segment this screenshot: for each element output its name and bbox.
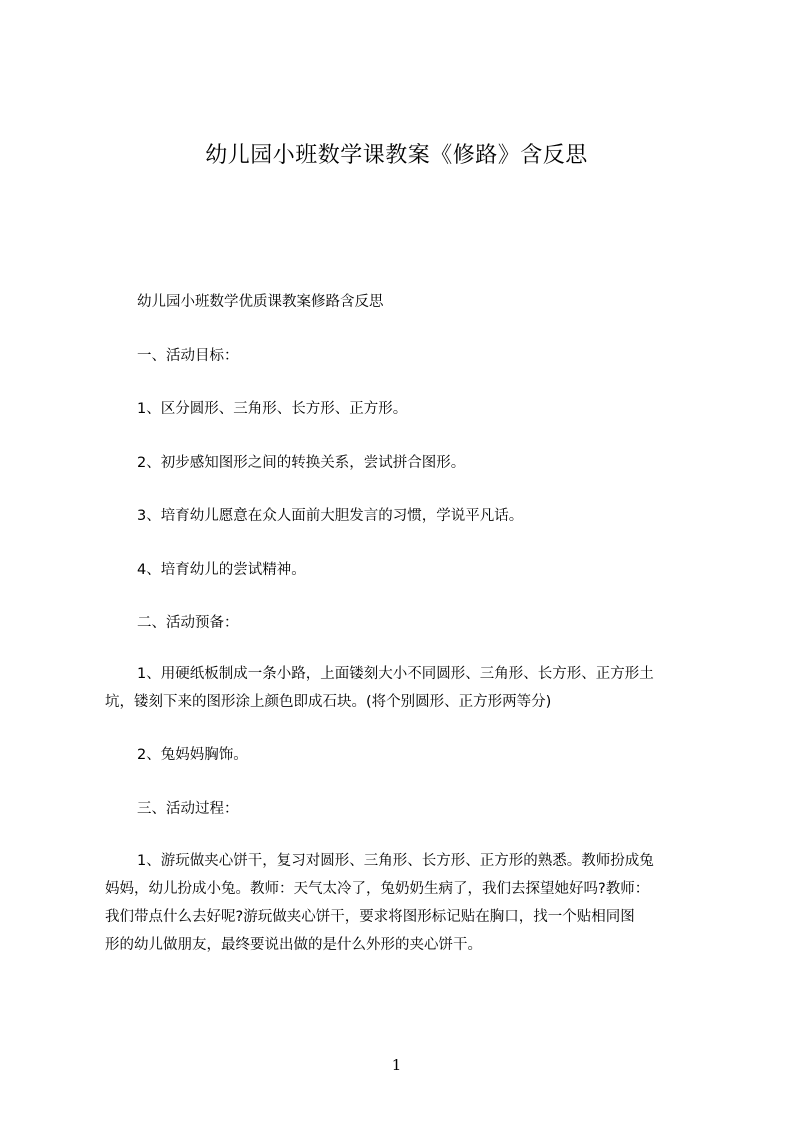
preparation-item-2: 2、兔妈妈胸饰。	[137, 747, 248, 763]
section-heading-preparation: 二、活动预备：	[137, 615, 239, 631]
section-heading-process: 三、活动过程：	[137, 801, 239, 817]
preparation-item-1-line-1: 1、用硬纸板制成一条小路，上面镂刻大小不同圆形、三角形、长方形、正方形土	[137, 666, 654, 682]
section-heading-goals: 一、活动目标：	[137, 348, 239, 364]
preparation-item-1-line-2: 坑，镂刻下来的图形涂上颜色即成石块。(将个别圆形、正方形两等分)	[105, 694, 552, 710]
goal-item-3: 3、培育幼儿愿意在众人面前大胆发言的习惯，学说平凡话。	[137, 508, 524, 524]
subtitle-paragraph: 幼儿园小班数学优质课教案修路含反思	[137, 294, 384, 310]
process-item-1-line-3: 我们带点什么去好呢?游玩做夹心饼干，要求将图形标记贴在胸口，找一个贴相同图	[105, 909, 635, 925]
process-item-1-line-4: 形的幼儿做朋友，最终要说出做的是什么外形的夹心饼干。	[105, 937, 482, 953]
process-item-1-line-2: 妈妈，幼儿扮成小兔。教师：天气太冷了，兔奶奶生病了，我们去探望她好吗?教师：	[105, 881, 650, 897]
process-item-1-line-1: 1、游玩做夹心饼干，复习对圆形、三角形、长方形、正方形的熟悉。教师扮成兔	[137, 853, 654, 869]
page-number: 1	[391, 1056, 402, 1074]
document-title: 幼儿园小班数学课教案《修路》含反思	[205, 143, 588, 168]
goal-item-4: 4、培育幼儿的尝试精神。	[137, 562, 306, 578]
goal-item-1: 1、区分圆形、三角形、长方形、正方形。	[137, 401, 408, 417]
goal-item-2: 2、初步感知图形之间的转换关系，尝试拼合图形。	[137, 455, 466, 471]
